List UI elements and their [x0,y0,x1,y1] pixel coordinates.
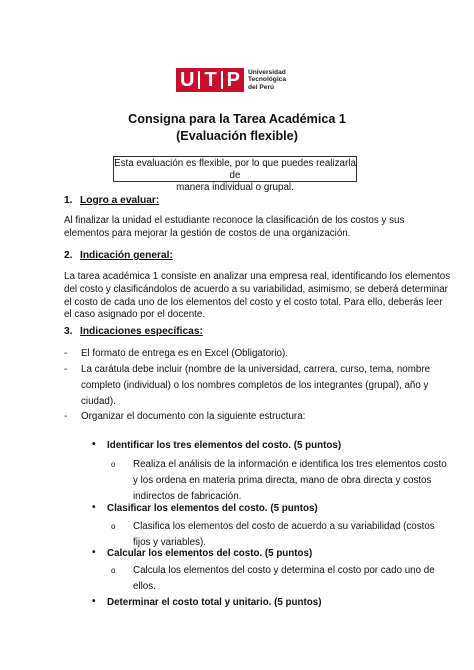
document-subtitle: (Evaluación flexible) [176,129,298,143]
logo-text-line: Tecnológica [248,76,286,84]
paragraph-line: del costo y clasificándolos de acuerdo a su variabilidad, asimismo, se deberá determinar [64,283,448,295]
subitem-line: indirectos de fabricación. [133,491,242,502]
section-number: 1. [64,195,73,206]
list-item-text: completo (individual) o los nombres completos de los integrantes (grupal), año y [81,380,429,391]
bullet-marker: • [92,596,96,607]
sub-marker: o [111,460,116,469]
utp-logo-mark [176,68,244,92]
list-item-text: Organizar el documento con la siguiente estructura: [81,411,306,422]
logo-letter-u: U [180,69,195,91]
logo-letter-p: P [226,69,241,91]
subitem-line: Clasifica los elementos del costo de acuerdo a su variabilidad (costos [133,521,435,532]
logo-separator [198,71,200,89]
paragraph-line: el caso asignado por el docente. [64,309,206,321]
section-heading-indicaciones-especificas [64,326,203,337]
dash-marker: - [64,348,68,359]
paragraph-line: el costo de cada uno de los elementos del costo y el costo total. Para ello, deberás leer [64,296,443,308]
list-item-text: ciudad). [81,396,116,407]
document-title: Consigna para la Tarea Académica 1 [128,112,346,126]
section-paragraph-logro [64,215,410,241]
logo-text-line: Universidad [248,68,286,76]
structure-item-title: Determinar el costo total y unitario. (5 puntos) [107,597,322,608]
section-title: Indicaciones específicas: [80,326,203,337]
logo-letter-t: T [204,69,217,91]
section-number: 3. [64,326,73,337]
bullet-marker: • [92,502,96,513]
section-title: Indicación general: [80,250,173,261]
section-heading-logro [64,195,159,206]
logo-wordmark [248,69,286,92]
dash-marker: - [64,364,68,375]
sub-marker: o [111,566,116,575]
section-paragraph-indicacion [64,271,451,322]
notice-box [113,156,357,193]
list-item-text: La carátula debe incluir (nombre de la universidad, carrera, curso, tema, nombre [81,364,431,375]
utp-logo [176,67,286,93]
list-item-text: El formato de entrega es en Excel (Obligatorio). [81,348,288,359]
logo-separator [221,71,223,89]
dash-marker: - [64,411,68,422]
notice-line: Esta evaluación es flexible, por lo que puedes realizarla de [114,158,356,181]
sub-marker: o [111,522,116,531]
structure-item-title: Calcular los elementos del costo. (5 puntos) [107,548,313,559]
paragraph-line: La tarea académica 1 consiste en analizar una empresa real, identificando los elementos [64,271,451,282]
subitem-line: y los ordena en materia prima directa, mano de obra directa y costos [133,475,432,486]
paragraph-line: Al finalizar la unidad el estudiante reconoce la clasificación de los costos y sus [64,215,405,226]
section-heading-indicacion-general [64,250,173,261]
section-title: Logro a evaluar: [80,195,160,206]
subitem-line: fijos y variables). [133,537,206,548]
logo-text-line: del Perú [248,83,275,91]
subitem-line: Calcula los elementos del costo y determina el costo por cado uno de [133,565,435,576]
bullet-marker: • [92,547,96,558]
subitem-line: ellos. [133,581,156,592]
bullet-marker: • [92,439,96,450]
subitem-line: Realiza el análisis de la información e identifica los tres elementos costo [133,459,447,470]
structure-item-title: Clasificar los elementos del costo. (5 puntos) [107,503,318,514]
structure-item-title: Identificar los tres elementos del costo. (5 puntos) [107,440,342,451]
paragraph-line: elementos para mejorar la gestión de costos de una organización. [64,227,351,239]
notice-line: manera individual o grupal. [176,182,294,193]
section-number: 2. [64,250,73,261]
